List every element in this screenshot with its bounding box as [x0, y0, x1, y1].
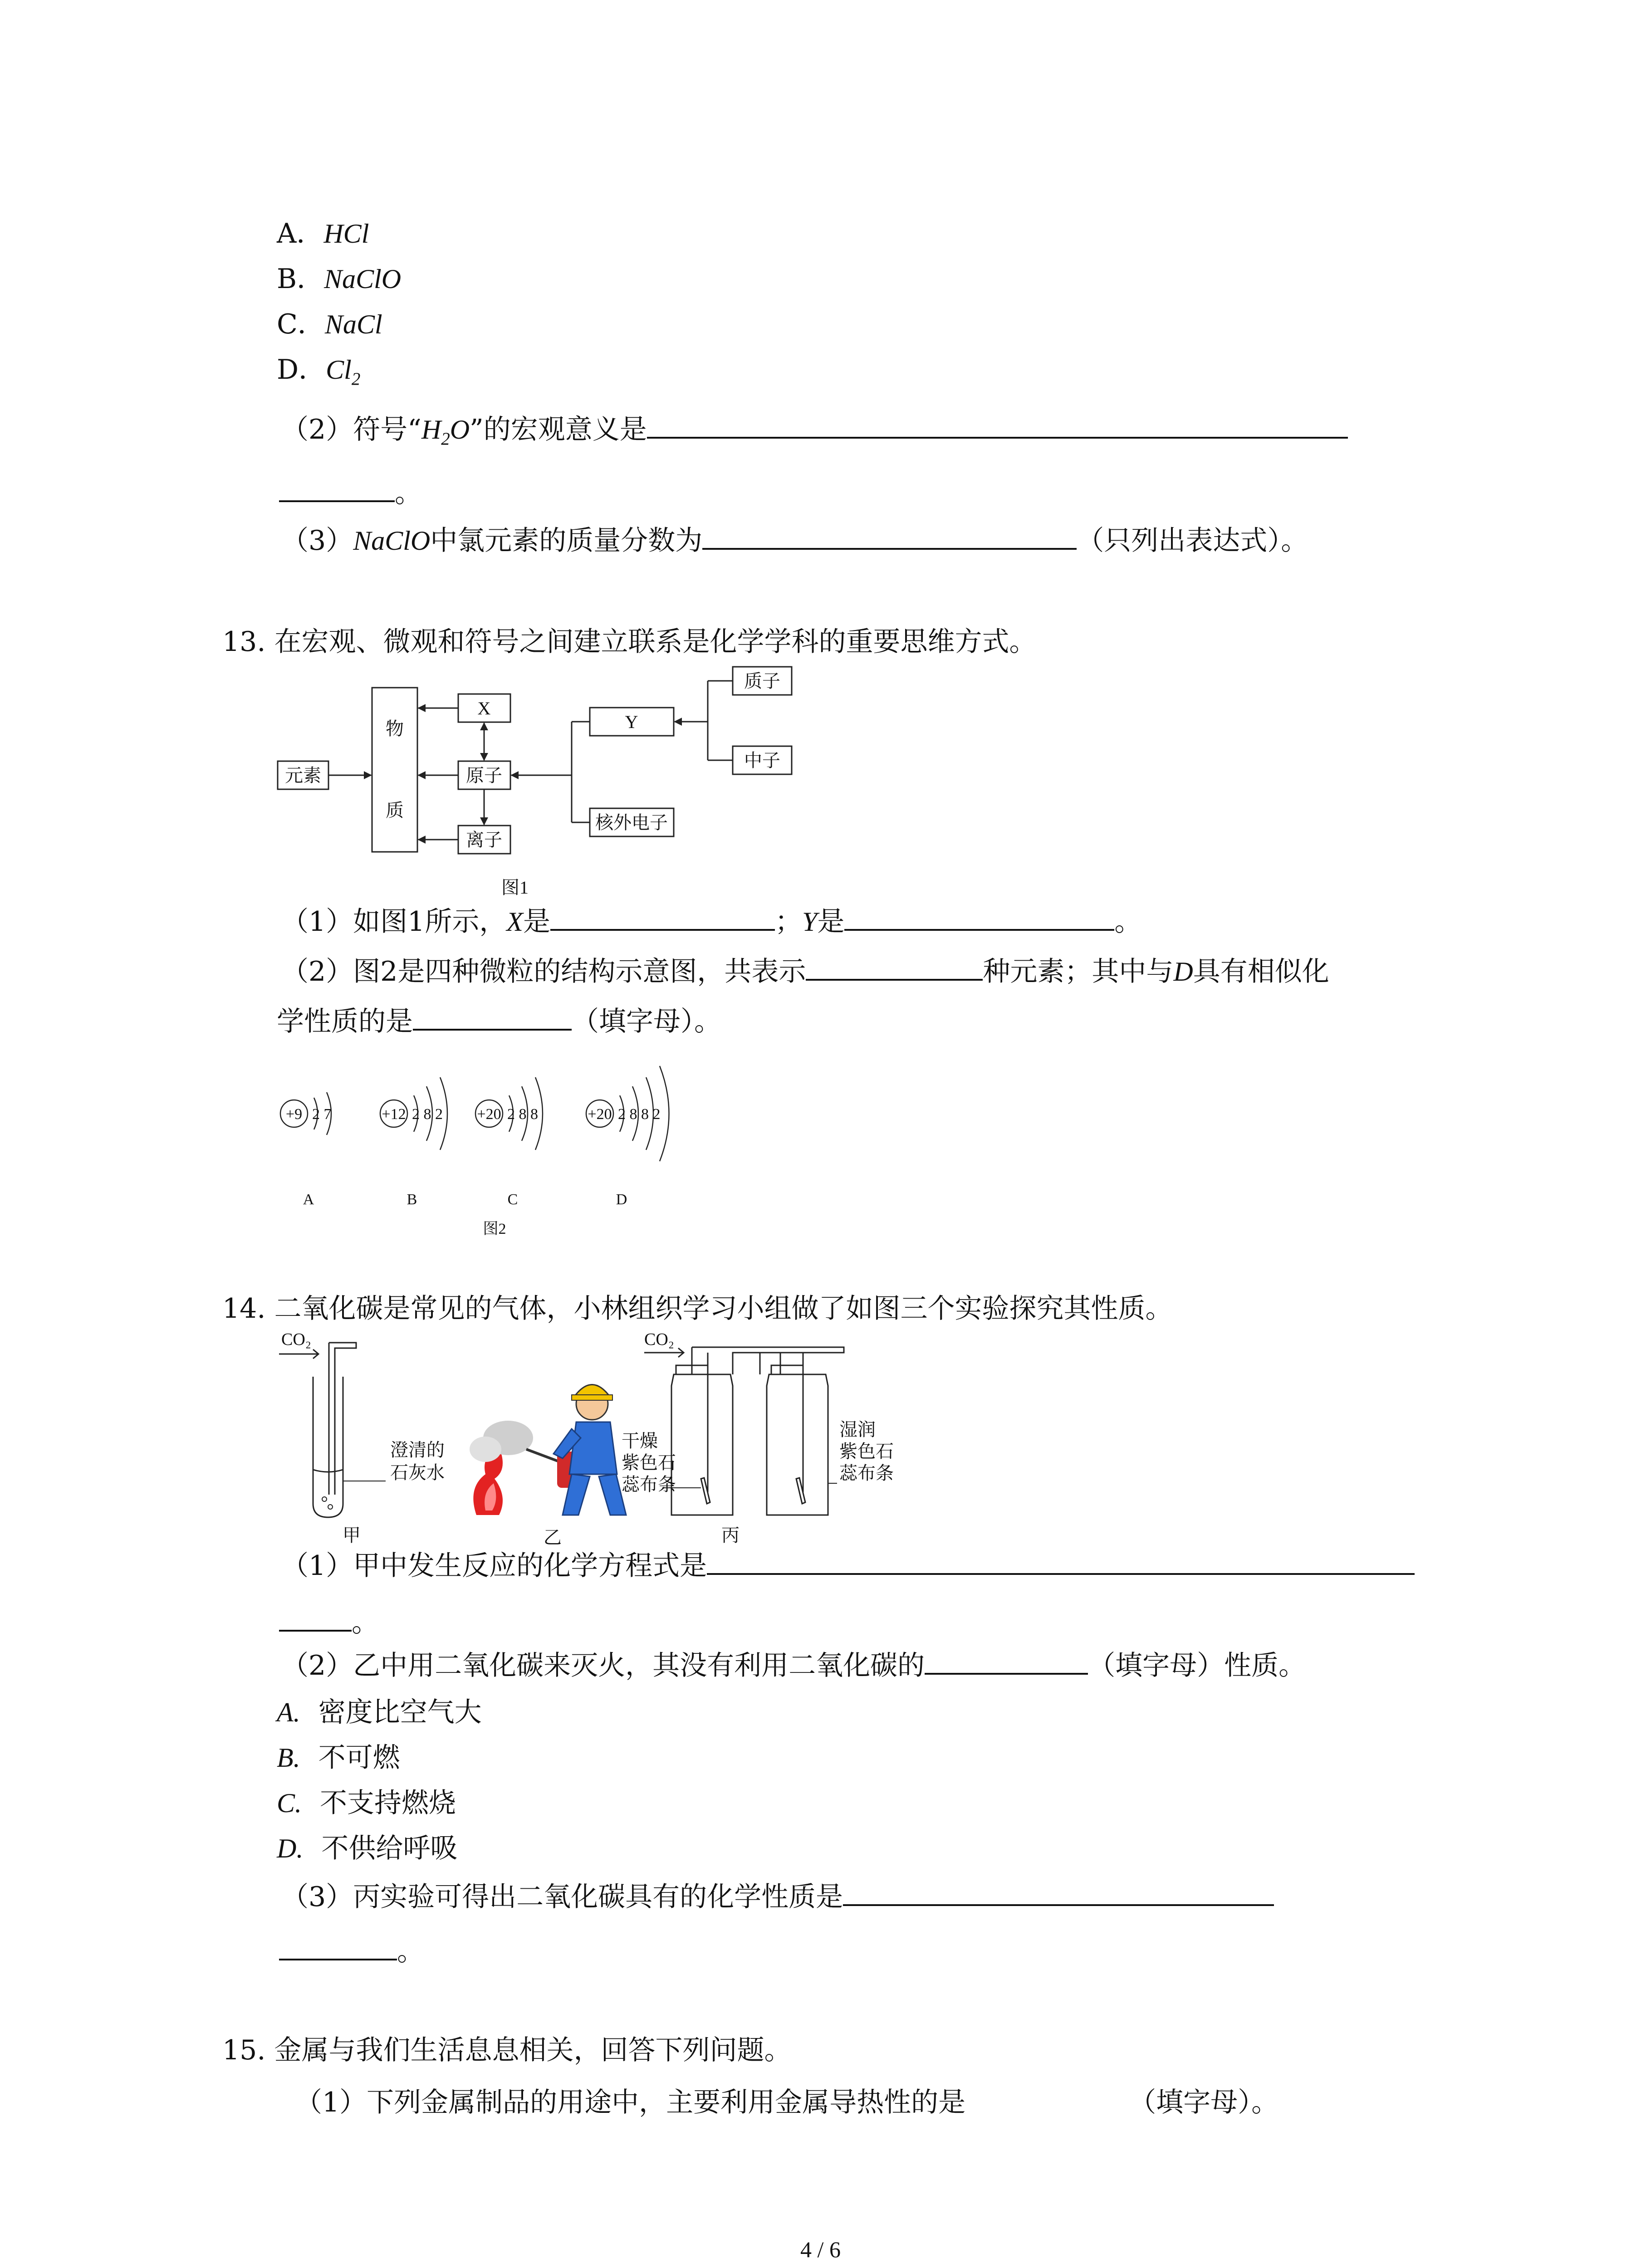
fig1-y: Y	[625, 712, 638, 732]
fig1-neutron: 中子	[744, 750, 780, 771]
q12-option-b: B．NaClO	[277, 263, 402, 295]
fig1-ion: 离子	[466, 830, 502, 850]
q12-part2: （2）符号“$H_2O$”的宏观意义是	[281, 411, 1348, 457]
jia-limewater-1: 澄清的	[390, 1440, 445, 1460]
fig1-electron: 核外电子	[595, 812, 668, 833]
answer-blank[interactable]	[413, 1002, 572, 1031]
q15-part1: （1）下列金属制品的用途中，主要利用金属导热性的是 （填字母）。	[295, 2087, 1279, 2118]
q13-figure1	[272, 658, 839, 912]
bing-wet-1: 湿润	[839, 1419, 876, 1440]
q14-part2: （2）乙中用二氧化碳来灭火，其没有利用二氧化碳的 （填字母）性质。	[281, 1647, 1306, 1684]
fig1-substance-1: 物	[386, 719, 404, 739]
particle-a-nucleus: +9	[285, 1106, 303, 1123]
q12-option-a: A．HCl	[277, 218, 369, 249]
q12-part3: （3）NaClO中氯元素的质量分数为 （只列出表达式）。	[281, 522, 1308, 559]
q15-stem: 15. 金属与我们生活息息相关，回答下列问题。	[222, 2034, 792, 2066]
answer-blank[interactable]	[806, 953, 983, 981]
q14-stem: 14. 二氧化碳是常见的气体，小林组织学习小组做了如图三个实验探究其性质。	[222, 1293, 1173, 1325]
answer-blank[interactable]	[550, 903, 775, 931]
answer-blank[interactable]	[702, 522, 1077, 550]
particle-b-electrons: 2 8 2	[412, 1106, 443, 1123]
q13-part2: （2）图2是四种微粒的结构示意图，共表示 种元素；其中与D具有相似化	[281, 953, 1329, 990]
answer-blank[interactable]	[844, 903, 1114, 931]
particle-a-electrons: 2 7	[312, 1106, 332, 1123]
answer-blank[interactable]	[925, 1647, 1088, 1675]
yi-label: 乙	[544, 1527, 562, 1547]
answer-blank[interactable]	[707, 1547, 1415, 1575]
bing-dry-1: 干燥	[622, 1431, 658, 1451]
fig1-caption: 图1	[501, 877, 529, 898]
q14-figure	[272, 1325, 953, 1547]
particle-a-label: A	[303, 1191, 314, 1208]
q13-part2-cont: 学性质的是 （填字母）。	[277, 1002, 721, 1040]
bing-wet-2: 紫色石	[839, 1441, 894, 1461]
q14-part3: （3）丙实验可得出二氧化碳具有的化学性质是	[281, 1878, 1274, 1915]
answer-blank[interactable]	[279, 474, 395, 502]
particle-d-label: D	[616, 1191, 627, 1208]
jia-co2-label: CO₂	[281, 1330, 312, 1349]
q12-option-c: C．NaCl	[277, 308, 382, 340]
q14-option-a: A. 密度比空气大	[277, 1696, 482, 1728]
fig1-x: X	[477, 698, 491, 719]
q14-option-b: B. 不可燃	[277, 1742, 400, 1774]
fig1-proton: 质子	[744, 671, 780, 691]
bing-dry-2: 紫色石	[622, 1452, 676, 1473]
q13-figure2	[272, 1048, 726, 1247]
particle-c-label: C	[507, 1191, 518, 1208]
q13-stem: 13. 在宏观、微观和符号之间建立联系是化学学科的重要思维方式。	[222, 626, 1037, 658]
q13-part1: （1）如图1所示，X是 ；Y是 。	[281, 903, 1141, 940]
q14-part3-cont: 。	[279, 1932, 424, 1970]
answer-blank[interactable]	[843, 1878, 1274, 1906]
particle-b-nucleus: +12	[382, 1106, 406, 1123]
jia-limewater-2: 石灰水	[390, 1462, 445, 1483]
fig1-substance-2: 质	[386, 800, 404, 821]
particle-d-electrons: 2 8 8 2	[618, 1106, 661, 1123]
particle-c-electrons: 2 8 8	[507, 1106, 538, 1123]
bing-label: 丙	[721, 1525, 740, 1545]
bing-co2-label: CO₂	[644, 1330, 675, 1349]
q14-part1: （1）甲中发生反应的化学方程式是	[281, 1547, 1415, 1584]
particle-c-nucleus: +20	[477, 1106, 501, 1123]
firefighter-icon	[470, 1385, 626, 1515]
q14-option-c: C. 不支持燃烧	[277, 1787, 456, 1819]
fig2-caption: 图2	[483, 1221, 506, 1237]
q14-option-d: D. 不供给呼吸	[277, 1833, 458, 1864]
answer-blank[interactable]	[279, 1603, 352, 1632]
page-number: 4 / 6	[800, 2237, 841, 2262]
q12-option-d: D．$Cl_2$	[277, 354, 361, 389]
answer-blank[interactable]	[279, 1932, 397, 1960]
fig1-atom: 原子	[466, 765, 502, 786]
particle-b-label: B	[407, 1191, 417, 1208]
jia-label: 甲	[343, 1525, 361, 1545]
bing-dry-3: 蕊布条	[622, 1474, 676, 1495]
answer-blank[interactable]	[647, 411, 1348, 439]
q12-part2-cont: 。	[279, 474, 422, 511]
bing-wet-3: 蕊布条	[839, 1463, 894, 1483]
particle-d-nucleus: +20	[588, 1106, 612, 1123]
fig1-element: 元素	[285, 765, 321, 786]
q14-part1-cont: 。	[279, 1603, 379, 1641]
